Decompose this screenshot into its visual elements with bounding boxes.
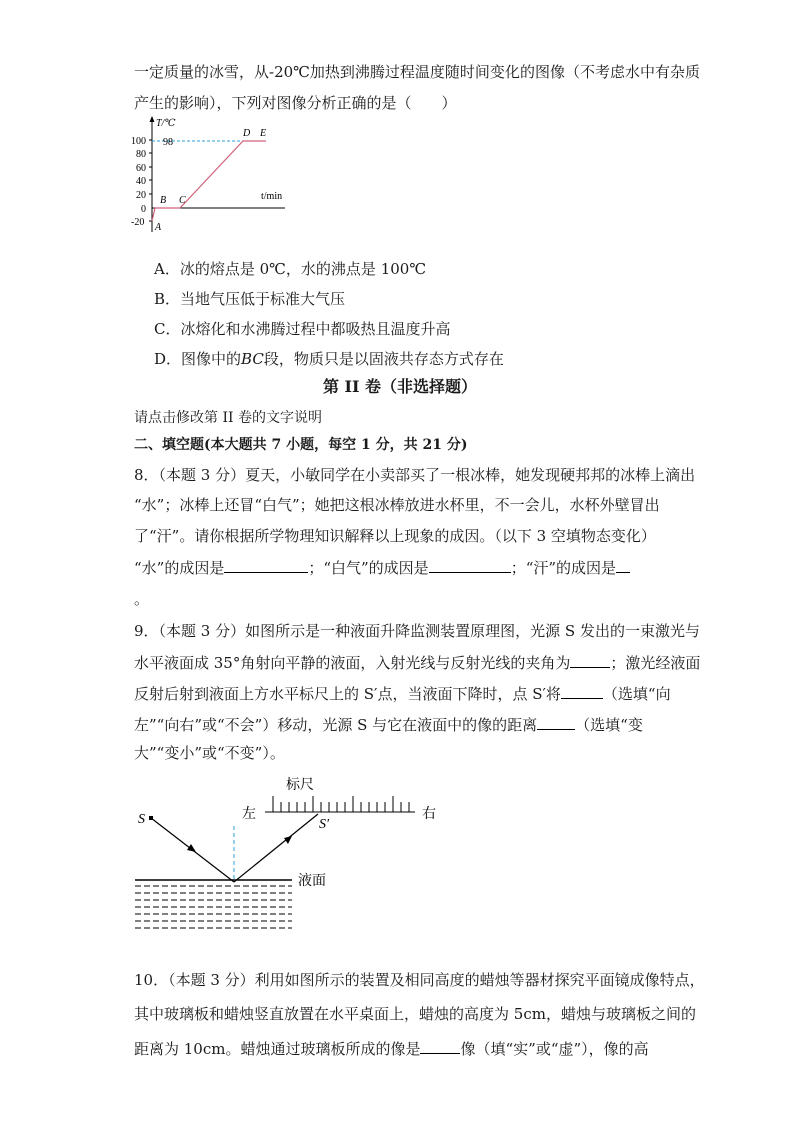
y-tick-neg20: -20	[131, 217, 145, 228]
ruler-left-label: 左	[242, 807, 256, 822]
q7-option-d-suffix: 段，物质只是以固液共存态方式存在	[263, 350, 504, 368]
temperature-time-graph	[130, 114, 290, 239]
incident-arrow	[187, 844, 196, 852]
q7-option-d-segment: BC	[241, 350, 264, 368]
y-tick-20: 20	[136, 190, 146, 201]
q8-water-cause-blank[interactable]	[224, 556, 308, 573]
liquid-surface-label: 液面	[298, 874, 326, 889]
q9-direction-blank[interactable]	[561, 682, 603, 699]
q9-angle-label: 水平液面成 35°角射向平静的液面，入射光线与反射光线的夹角为	[134, 654, 571, 672]
q10-image-type-blank[interactable]	[420, 1037, 460, 1054]
point-c-label: C	[179, 195, 186, 206]
y-tick-80: 80	[136, 149, 146, 160]
point-e-label: E	[260, 128, 267, 139]
q7-option-c: C．冰熔化和水沸腾过程中都吸热且温度升高	[154, 320, 451, 338]
q8-line1: 8．（本题 3 分）夏天，小敏同学在小卖部买了一根冰棒，她发现硬邦邦的冰棒上滴出	[134, 466, 696, 484]
q9-line5: 大”“变小”或“不变”）。	[134, 744, 285, 762]
point-a-label: A	[155, 222, 162, 233]
source-s-label: S	[138, 812, 145, 827]
section2-hint: 请点击修改第 II 卷的文字说明	[134, 410, 322, 426]
q9-line4-tail: （选填“变	[575, 716, 643, 734]
ruler-right-label: 右	[422, 807, 436, 822]
q8-sweat-cause-label: ；“汗”的成因是	[510, 559, 617, 577]
y-tick-60: 60	[136, 163, 146, 174]
q9-distance-label: 左”“向右”或“不会”）移动，光源 S 与它在液面中的像的距离	[134, 716, 538, 734]
image-point-label: S′	[319, 817, 330, 832]
y-tick-100: 100	[131, 136, 146, 147]
heating-curve	[152, 141, 266, 221]
q10-line2: 其中玻璃板和蜡烛竖直放置在水平桌面上，蜡烛的高度为 5cm，蜡烛与玻璃板之间的	[134, 1005, 696, 1023]
q9-line2	[134, 651, 700, 673]
q8-line2: “水”；冰棒上还冒“白气”；她把这根冰棒放进水杯里，不一会儿，水杯外壁冒出	[134, 496, 660, 514]
reflected-ray	[234, 814, 318, 882]
q9-angle-blank[interactable]	[570, 651, 610, 668]
q8-line4	[134, 556, 630, 578]
q8-line3: 了“汗”。请你根据所学物理知识解释以上现象的成因。（以下 3 空填物态变化）	[134, 527, 656, 545]
q10-line3	[134, 1037, 649, 1059]
label-98: 98	[163, 137, 173, 148]
q7-stem-line2: 产生的影响），下列对图像分析正确的是（ ）	[134, 94, 457, 112]
q7-option-a: A．冰的熔点是 0℃，水的沸点是 100℃	[154, 260, 427, 278]
section2-heading: 二、填空题(本大题共 7 小题，每空 1 分，共 21 分)	[134, 437, 468, 453]
q10-line3-tail: 像（填“实”或“虚”），像的高	[460, 1040, 649, 1058]
point-d-label: D	[243, 128, 251, 139]
ruler-label: 标尺	[286, 778, 314, 793]
liquid-level-monitor-diagram	[130, 772, 450, 947]
q10-image-type-label: 距离为 10cm。蜡烛通过玻璃板所成的像是	[134, 1040, 421, 1058]
q9-line4	[134, 713, 643, 735]
q9-line2-tail: ；激光经液面	[610, 654, 701, 672]
q8-white-gas-cause-label: ；“白气”的成因是	[308, 559, 429, 577]
q9-line1: 9．（本题 3 分）如图所示是一种液面升降监测装置原理图，光源 S 发出的一束激光与	[134, 622, 700, 640]
q10-line1: 10．（本题 3 分）利用如图所示的装置及相同高度的蜡烛等器材探究平面镜成像特点，	[134, 971, 705, 989]
y-axis-label: T/℃	[156, 118, 176, 129]
q9-line3	[134, 682, 671, 704]
q8-sweat-cause-blank[interactable]	[616, 556, 630, 573]
q9-line3-tail: （选填“向	[602, 685, 671, 703]
q8-line5: 。	[134, 590, 150, 608]
q8-white-gas-cause-blank[interactable]	[429, 556, 511, 573]
q7-option-b: B．当地气压低于标准大气压	[154, 290, 346, 308]
section2-title: 第 II 卷（非选择题）	[322, 377, 478, 396]
liquid-body	[135, 886, 292, 928]
q7-stem-line1: 一定质量的冰雪，从-20℃加热到沸腾过程温度随时间变化的图像（不考虑水中有杂质	[134, 63, 700, 81]
q7-option-d-prefix: D．图像中的	[154, 350, 242, 368]
y-tick-0: 0	[141, 204, 146, 215]
ruler-ticks	[273, 796, 409, 812]
point-b-label: B	[160, 195, 167, 206]
q8-water-cause-label: “水”的成因是	[134, 559, 225, 577]
q7-option-d	[154, 349, 504, 369]
q9-direction-label: 反射后射到液面上方水平标尺上的 S′点，当液面下降时，点 S′将	[134, 685, 561, 703]
y-tick-40: 40	[136, 176, 146, 187]
q9-distance-blank[interactable]	[537, 713, 575, 730]
x-axis-label: t/min	[261, 191, 283, 202]
